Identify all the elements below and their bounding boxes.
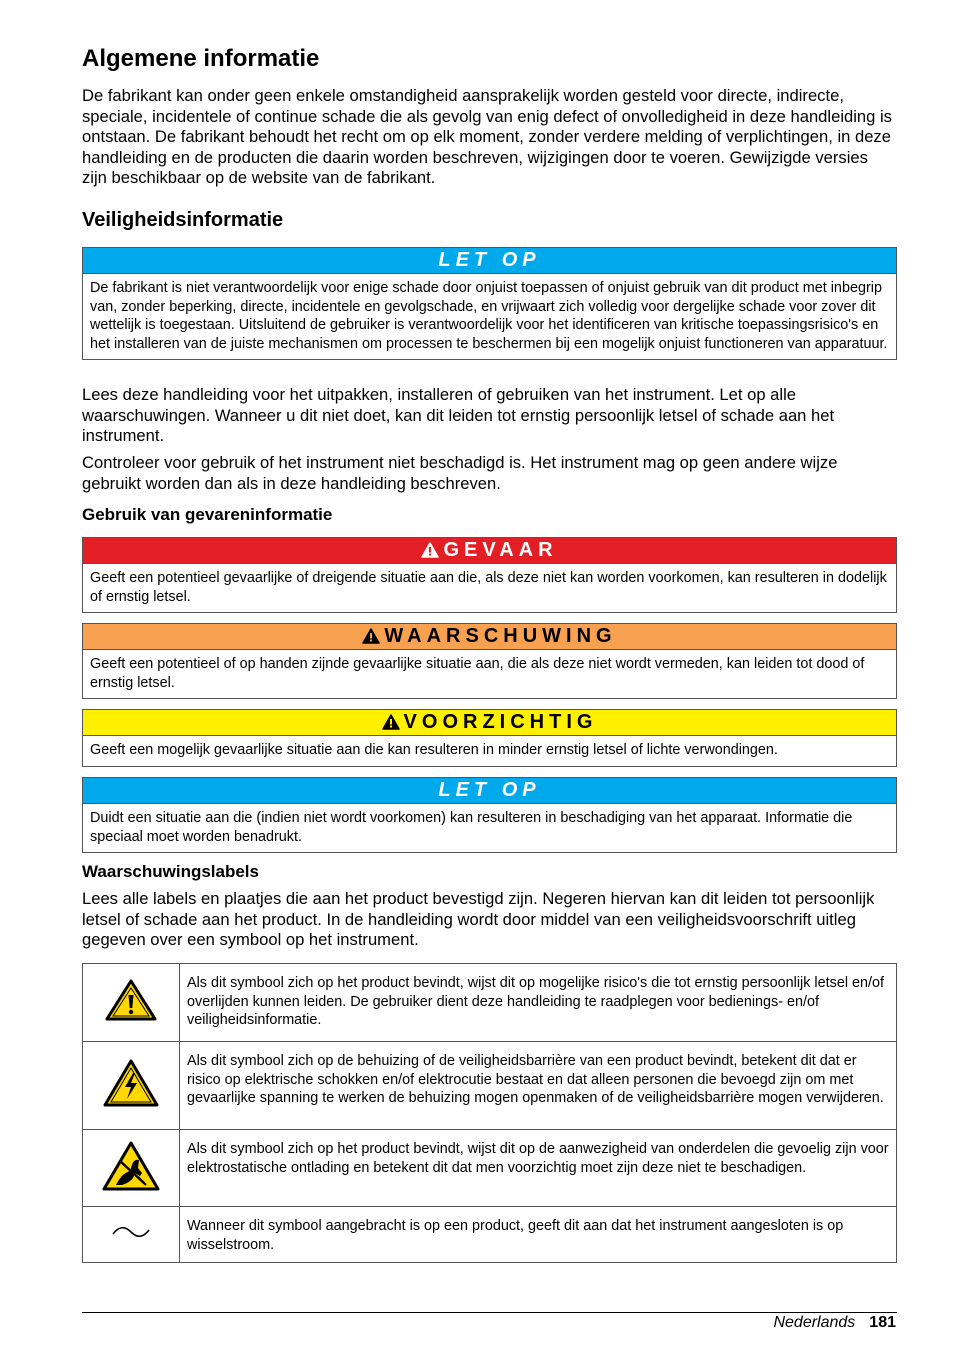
notice-text: De fabrikant is niet verantwoordelijk voor enige schade door onjuist toepassen of onjuist gebruik van dit product met inbegrip van, zonder beperking, directe, incidentele en gevolgschade, en vrijwaart zich volledig voor dergelijke schade voor zover dit wettelijk is toegestaan. Uitsluitend de gebruiker is verantwoordelijk voor het identificeren van kritische toepassingsrisico's en het installeren van de juiste mechanismen om processen te beschermen bij een mogelijk onjuist functioneren van apparatuur. (90, 280, 888, 352)
page-footer (773, 1313, 896, 1333)
page-title: Algemene informatie (82, 45, 320, 72)
safety-paragraph-1: Lees deze handleiding voor het uitpakken, installeren of gebruiken van het instrument. Let op alle waarschuwingen. Wanneer u dit niet doet, kan dit leiden tot ernstig persoonlijk letsel of schade aan het instrument. (82, 385, 835, 445)
table-row (83, 964, 897, 1042)
caution-box (82, 709, 897, 767)
warning-label: WAARSCHUWING (384, 625, 617, 647)
electrical-hazard-icon (103, 1059, 159, 1107)
page-number: 181 (869, 1314, 896, 1331)
labels-paragraph: Lees alle labels en plaatjes die aan het product bevestigd zijn. Negeren hiervan kan dit leiden tot persoonlijk letsel of schade aan het product. In de handleiding wordt door middel van een veiligheidsvoorschrift uitleg gegeven over een symbool op het instrument. (82, 889, 875, 949)
esd-hazard-icon (102, 1141, 160, 1191)
notice-box-1 (82, 247, 897, 360)
caution-text: Geeft een mogelijk gevaarlijke situatie aan die kan resulteren in minder ernstig letsel of lichte verwondingen. (90, 742, 778, 758)
table-row (83, 1130, 897, 1207)
symbol-description: Als dit symbool zich op het product bevindt, wijst dit op de aanwezigheid van onderdelen die gevoelig zijn voor elektrostatische ontlading en betekent dit dat men voorzichtig moet zijn deze niet te beschadigen. (180, 1130, 897, 1207)
hazard-heading: Gebruik van gevareninformatie (82, 505, 333, 524)
warning-triangle-icon (362, 628, 380, 644)
notice-text: Duidt een situatie aan die (indien niet wordt voorkomen) kan resulteren in beschadiging van het apparaat. Informatie die speciaal moet worden benadrukt. (90, 810, 853, 845)
intro-paragraph: De fabrikant kan onder geen enkele omstandigheid aansprakelijk worden gesteld voor directe, indirecte, speciale, incidentele of continue schade die als gevolg van enig defect of onvolledigheid in deze handleiding is ontstaan. De fabrikant behoudt het recht om op elk moment, zonder verdere melding of verplichtingen, in deze handleiding en de producten die daarin worden beschreven, wijzigingen door te voeren. Gewijzigde versies zijn beschikbaar op de website van de fabrikant. (82, 86, 892, 187)
warning-triangle-icon (105, 979, 157, 1021)
caution-label: VOORZICHTIG (403, 711, 598, 733)
labels-heading: Waarschuwingslabels (82, 862, 259, 881)
table-row (83, 1207, 897, 1263)
alternating-current-icon (111, 1225, 151, 1239)
symbol-description: Als dit symbool zich op de behuizing of de veiligheidsbarrière van een product bevindt, betekent dit dat er risico op elektrische schokken en/of elektrocutie bestaat en dat alleen personen die bevoegd zijn om met gevaarlijke spanning te werken de behuizing mogen openmaken of de veiligheidsbarrière mogen verwijderen. (180, 1042, 897, 1130)
notice-label: LET OP (83, 248, 896, 274)
table-row (83, 1042, 897, 1130)
danger-box (82, 537, 897, 613)
danger-text: Geeft een potentieel gevaarlijke of dreigende situatie aan die, als deze niet kan worden voorkomen, kan resulteren in dodelijk of ernstig letsel. (90, 570, 887, 605)
danger-label: GEVAAR (443, 539, 558, 561)
safety-heading: Veiligheidsinformatie (82, 209, 284, 231)
symbol-description: Als dit symbool zich op het product bevindt, wijst dit op mogelijke risico's die tot ernstig persoonlijk letsel en/of overlijden kunnen leiden. De gebruiker dient deze handleiding te raadplegen voor bedienings- en/of veiligheidsinformatie. (180, 964, 897, 1042)
symbol-description: Wanneer dit symbool aangebracht is op een product, geeft dit aan dat het instrument aangesloten is op wisselstroom. (180, 1207, 897, 1263)
notice-label: LET OP (83, 778, 896, 804)
safety-paragraph-2: Controleer voor gebruik of het instrument niet beschadigd is. Het instrument mag op geen andere wijze gebruikt worden dan als in deze handleiding beschreven. (82, 453, 838, 493)
notice-box-2 (82, 777, 897, 853)
warning-triangle-icon (382, 714, 400, 730)
footer-language: Nederlands (773, 1314, 856, 1331)
warning-box (82, 623, 897, 699)
warning-text: Geeft een potentieel of op handen zijnde gevaarlijke situatie aan, die als deze niet wordt vermeden, kan leiden tot dood of ernstig letsel. (90, 656, 865, 691)
warning-triangle-icon (421, 542, 439, 558)
symbols-table (82, 963, 897, 1263)
